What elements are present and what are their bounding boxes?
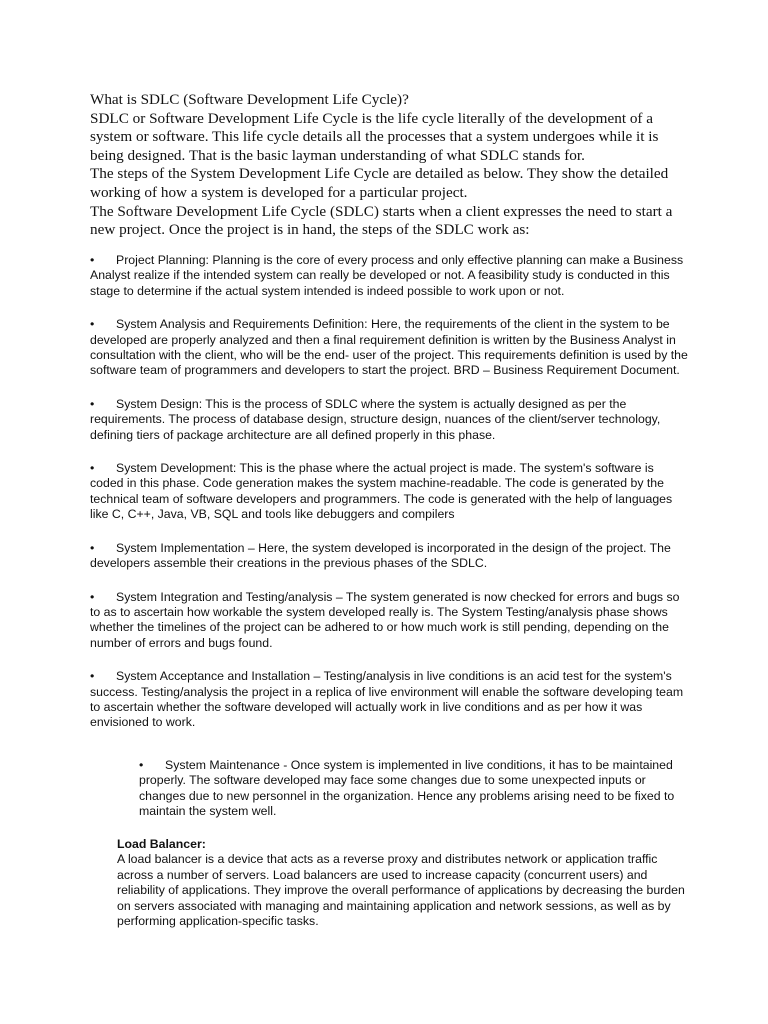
step-text: Project Planning: Planning is the core of every process and only effective planning can make a Business Analyst realize if the intended system can really be developed or not. A feasibility study is conducted in this stage to determine if the actual system intended is indeed possible to work upon or not. [90,253,684,298]
intro-paragraph-1: SDLC or Software Development Life Cycle is the life cycle literally of the development of a system or software. This life cycle details all the processes that a system undergoes while it is being designed. That is the basic layman understanding of what SDLC stands for. [90,109,659,164]
bullet-marker: • [90,669,95,684]
step-text: System Integration and Testing/analysis – The system generated is now checked for errors and bugs so to as to ascertain how workable the system developed really is. The System Testing/analysis phase shows whether the timelines of the project can be adhered to or how much work is still pending, depending on the number of errors and bugs found. [90,589,680,650]
list-item [90,461,690,523]
intro-paragraph-3: The Software Development Life Cycle (SDLC) starts when a client expresses the need to start a new project. Once the project is in hand, the steps of the SDLC work as: [90,202,673,239]
sdlc-steps-list [90,253,690,749]
step-text: System Design: This is the process of SDLC where the system is actually designed as per the requirements. The process of database design, structure design, nuances of the client/server technology, defining tiers of package architecture are all defined properly in this phase. [90,396,661,442]
step-text: System Acceptance and Installation – Testing/analysis in live conditions is an acid test for the system's success. Testing/analysis the project in a replica of live environment will enable the software developing team to ascertain whether the software developed will actually work in live conditions and as per how it was envisioned to work. [90,669,684,730]
bullet-marker: • [139,758,144,772]
intro-question: What is SDLC (Software Development Life Cycle)? [90,91,409,108]
load-balancer-section [117,837,687,929]
load-balancer-heading: Load Balancer: [117,837,206,851]
bullet-marker: • [90,253,95,267]
step-text: System Analysis and Requirements Definition: Here, the requirements of the client in the system to be developed are properly analyzed and then a final requirement definition is written by the Business Analyst in consultation with the client, who will be the end- user of the project. This requirements definition is used by the software team of programmers and developers to start the project. BRD – Business Requirement Document. [90,317,688,378]
intro-paragraph-2: The steps of the System Development Life Cycle are detailed as below. They show the detailed working of how a system is developed for a particular project. [90,165,669,201]
step-text: System Maintenance - Once system is implemented in live conditions, it has to be maintained properly. The software developed may face some changes due to some unexpected inputs or changes due to new personnel in the organization. Hence any problems arising need to be fixed to maintain the system well. [139,758,675,819]
list-item [90,253,690,299]
step-text: System Development: This is the phase where the actual project is made. The system's software is coded in this phase. Code generation makes the system machine-readable. The code is generated by the technical team of software developers and programmers. The code is generated with the help of languages like C, C++, Java, VB, SQL and tools like debuggers and compilers [90,461,673,522]
list-item [90,590,690,652]
maintenance-list-item [139,758,684,820]
bullet-marker: • [90,317,95,332]
bullet-marker: • [90,396,95,411]
step-text: System Implementation – Here, the system developed is incorporated in the design of the project. The developers assemble their creations in the previous phases of the SDLC. [90,540,671,571]
list-item [90,397,690,443]
bullet-marker: • [90,461,95,476]
bullet-marker: • [90,589,95,604]
bullet-marker: • [90,540,95,555]
list-item [90,541,690,572]
list-item [90,317,690,379]
list-item [90,669,690,731]
intro-section [90,91,690,240]
load-balancer-text: A load balancer is a device that acts as a reverse proxy and distributes network or application traffic across a number of servers. Load balancers are used to increase capacity (concurrent users) and reliability of applications. They improve the overall performance of applications by decreasing the burden on servers associated with managing and maintaining application and network sessions, as well as by performing application-specific tasks. [117,852,685,929]
